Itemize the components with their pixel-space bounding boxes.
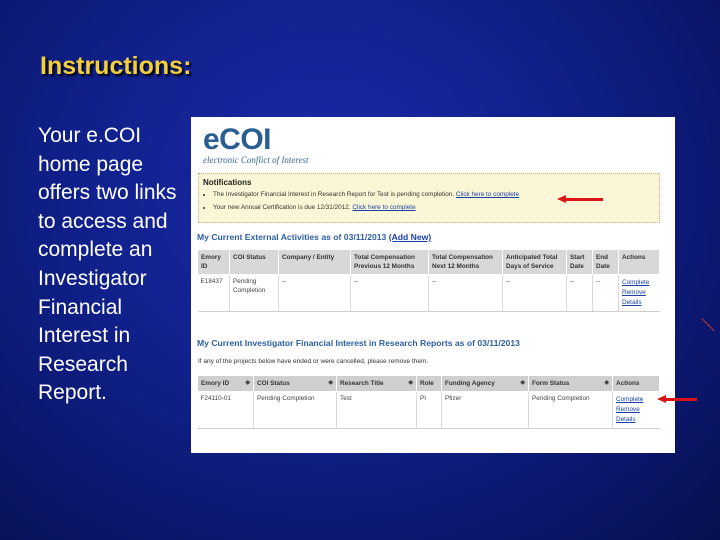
column-header: Start Date (567, 250, 593, 275)
column-header: Anticipated Total Days of Service (503, 250, 567, 275)
sort-icon[interactable]: ◆ (604, 380, 609, 386)
table-cell: -- (593, 275, 619, 312)
table-cell: PI (417, 392, 442, 429)
red-arrow-icon (565, 198, 603, 201)
details-link[interactable]: Details (616, 416, 636, 423)
column-header: COI Status (230, 250, 279, 275)
research-reports-note: If any of the projects below have ended or were cancelled, please remove them. (198, 358, 429, 365)
add-new-link[interactable]: (Add New) (388, 232, 432, 242)
slide-body-text: Your e.COI home page offers two links to access and complete an Investigator Financial Interest in Research Report. (38, 124, 177, 405)
complete-certification-link[interactable]: Click here to complete (352, 204, 416, 211)
logo-text: eCOI (203, 123, 272, 156)
external-activities-heading: My Current External Activities as of 03/11/2013 (Add New) (197, 232, 432, 242)
slide-title: Instructions: (40, 52, 192, 80)
table-cell: -- (503, 275, 567, 312)
remove-link[interactable]: Remove (616, 406, 640, 413)
ecoi-logo (203, 123, 309, 165)
sort-icon[interactable]: ◆ (408, 380, 413, 386)
actions-cell (613, 392, 660, 429)
table-cell: E18437 (198, 275, 230, 312)
ecoi-screenshot (191, 117, 675, 453)
table-cell: F24110-01 (198, 392, 254, 429)
table-cell: Pending Completion (529, 392, 613, 429)
column-header[interactable]: Form Status ◆ (529, 376, 613, 392)
column-header: Emory ID (198, 250, 230, 275)
column-header[interactable]: Emory ID ◆ (198, 376, 254, 392)
research-reports-table (197, 375, 660, 429)
column-header: Total Compensation Previous 12 Months (351, 250, 429, 275)
logo-tagline: electronic Conflict of Interest (203, 155, 309, 165)
remove-link[interactable]: Remove (622, 289, 646, 296)
table-cell: Pending Completion (230, 275, 279, 312)
sort-icon[interactable]: ◆ (328, 380, 333, 386)
research-reports-heading: My Current Investigator Financial Interest in Research Reports as of 03/11/2013 (197, 338, 520, 348)
table-row (198, 392, 660, 429)
external-activities-table (197, 249, 660, 312)
complete-link[interactable]: Complete (622, 279, 650, 286)
complete-link[interactable]: Complete (616, 396, 644, 403)
details-link[interactable]: Details (622, 299, 642, 306)
red-arrow-icon (665, 398, 697, 401)
column-header[interactable]: COI Status ◆ (254, 376, 337, 392)
complete-report-link[interactable]: Click here to complete (455, 191, 520, 198)
sort-icon[interactable]: ◆ (520, 380, 525, 386)
actions-cell (619, 275, 660, 312)
table-cell: -- (351, 275, 429, 312)
table-cell: -- (567, 275, 593, 312)
column-header[interactable]: Research Title ◆ (337, 376, 417, 392)
table-row (198, 275, 660, 312)
column-header: Company / Entity (279, 250, 351, 275)
table-cell: -- (279, 275, 351, 312)
column-header: Actions (619, 250, 660, 275)
notification-text: The Investigator Financial Interest in Research Report for Test is pending completion. (213, 191, 455, 198)
notification-item (213, 204, 659, 212)
table-cell: Test (337, 392, 417, 429)
sort-icon[interactable]: ◆ (245, 380, 250, 386)
table-cell: Pending Completion (254, 392, 337, 429)
table-cell: -- (429, 275, 503, 312)
column-header[interactable]: Role (417, 376, 442, 392)
notification-text: Your new Annual Certification is due 12/31/2012. (213, 204, 351, 211)
column-header: Actions (613, 376, 660, 392)
decorative-line (701, 318, 714, 331)
column-header: Total Compensation Next 12 Months (429, 250, 503, 275)
column-header[interactable]: Funding Agency ◆ (442, 376, 529, 392)
column-header: End Date (593, 250, 619, 275)
table-cell: Pfizer (442, 392, 529, 429)
notifications-title: Notifications (203, 178, 252, 187)
